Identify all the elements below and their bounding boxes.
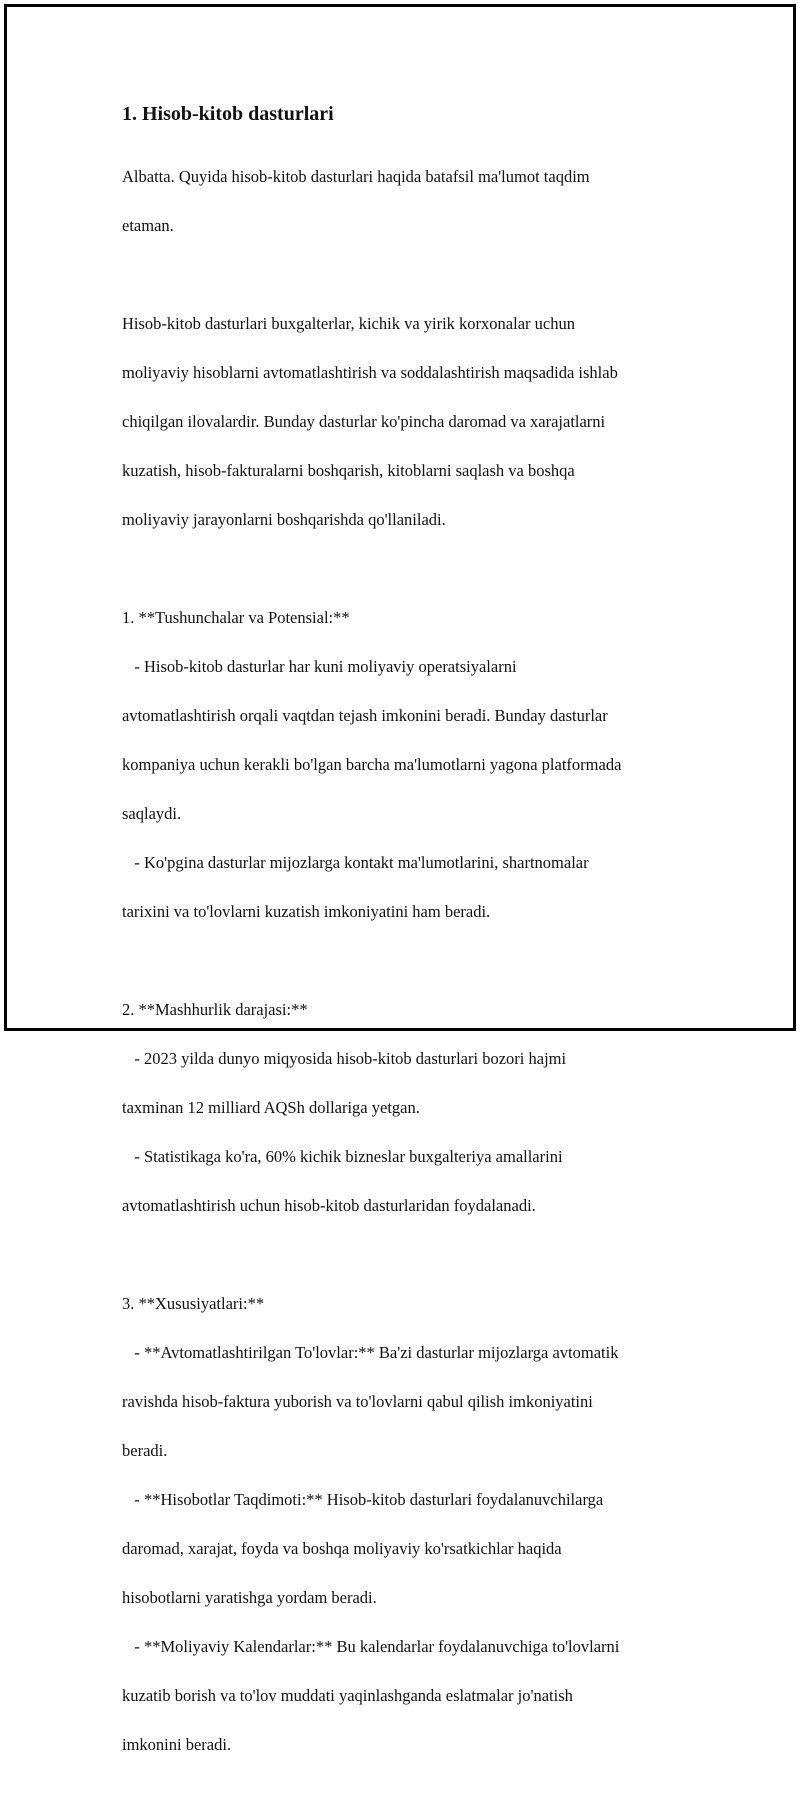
section-line: imkonini beradi.	[122, 1734, 232, 1754]
section-line: saqlaydi.	[122, 803, 182, 823]
section-line: beradi.	[122, 1440, 168, 1460]
section-line: kompaniya uchun kerakli bo'lgan barcha ma'lumotlarni yagona platformada	[122, 754, 622, 774]
document-title: 1. Hisob-kitob dasturlari	[122, 103, 334, 125]
section-line: - **Avtomatlashtirilgan To'lovlar:** Ba'zi dasturlar mijozlarga avtomatik	[122, 1342, 619, 1362]
overview-line: kuzatish, hisob-fakturalarni boshqarish, kitoblarni saqlash va boshqa	[122, 460, 575, 480]
section-line: - 2023 yilda dunyo miqyosida hisob-kitob dasturlari bozori hajmi	[122, 1048, 567, 1068]
section-line: avtomatlashtirish uchun hisob-kitob dasturlaridan foydalanadi.	[122, 1195, 536, 1215]
overview-line: moliyaviy jarayonlarni boshqarishda qo'llaniladi.	[122, 509, 446, 529]
overview-line: moliyaviy hisoblarni avtomatlashtirish va soddalashtirish maqsadida ishlab	[122, 362, 618, 382]
overview-line: chiqilgan ilovalardir. Bunday dasturlar ko'pincha daromad va xarajatlarni	[122, 411, 606, 431]
section-line: ravishda hisob-faktura yuborish va to'lovlarni qabul qilish imkoniyatini	[122, 1391, 593, 1411]
section-line: - Statistikaga ko'ra, 60% kichik bizneslar buxgalteriya amallarini	[122, 1146, 563, 1166]
section-heading: 2. **Mashhurlik darajasi:**	[122, 999, 308, 1019]
section-heading: 1. **Tushunchalar va Potensial:**	[122, 607, 350, 627]
intro-line: Albatta. Quyida hisob-kitob dasturlari haqida batafsil ma'lumot taqdim	[122, 166, 590, 186]
section-line: - Ko'pgina dasturlar mijozlarga kontakt ma'lumotlarini, shartnomalar	[122, 852, 589, 872]
section-line: - Hisob-kitob dasturlar har kuni moliyaviy operatsiyalarni	[122, 656, 517, 676]
overview-line: Hisob-kitob dasturlari buxgalterlar, kichik va yirik korxonalar uchun	[122, 313, 575, 333]
intro-paragraph	[122, 140, 682, 263]
section-line: - **Hisobotlar Taqdimoti:** Hisob-kitob dasturlari foydalanuvchilarga	[122, 1489, 604, 1509]
intro-line: etaman.	[122, 215, 174, 235]
section-line: kuzatib borish va to'lov muddati yaqinlashganda eslatmalar jo'natish	[122, 1685, 573, 1705]
section-line: daromad, xarajat, foyda va boshqa moliyaviy ko'rsatkichlar haqida	[122, 1538, 562, 1558]
section-line: - **Moliyaviy Kalendarlar:** Bu kalendarlar foydalanuvchiga to'lovlarni	[122, 1636, 620, 1656]
section-features	[122, 1267, 682, 1782]
section-line: tarixini va to'lovlarni kuzatish imkoniyatini ham beradi.	[122, 901, 491, 921]
section-concepts	[122, 581, 682, 949]
page-frame	[4, 4, 796, 1754]
section-line: taxminan 12 milliard AQSh dollariga yetgan.	[122, 1097, 420, 1117]
section-line: avtomatlashtirish orqali vaqtdan tejash imkonini beradi. Bunday dasturlar	[122, 705, 608, 725]
document-body	[122, 101, 682, 1806]
overview-paragraph	[122, 287, 682, 557]
section-line: hisobotlarni yaratishga yordam beradi.	[122, 1587, 377, 1607]
section-popularity	[122, 973, 682, 1243]
section-heading: 3. **Xususiyatlari:**	[122, 1293, 265, 1313]
